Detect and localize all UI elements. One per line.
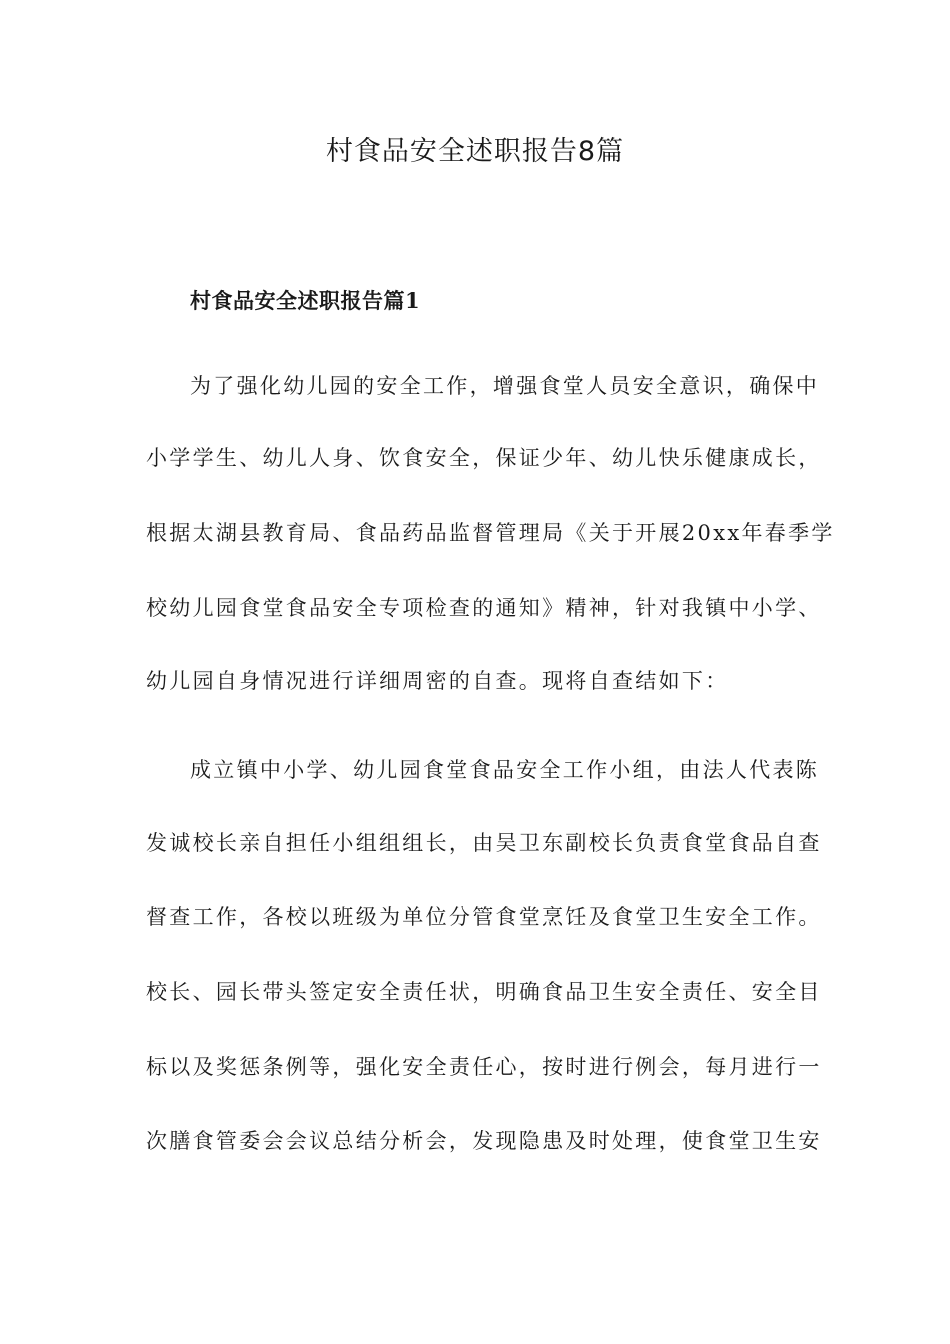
- paragraph-line: 督查工作，各校以班级为单位分管食堂烹饪及食堂卫生安全工作。: [146, 905, 822, 929]
- paragraph-line: 根据太湖县教育局、食品药品监督管理局《关于开展20xx年春季学: [146, 521, 835, 545]
- paragraph-line: 为了强化幼儿园的安全工作，增强食堂人员安全意识，确保中: [190, 374, 820, 398]
- paragraph-line: 成立镇中小学、幼儿园食堂食品安全工作小组，由法人代表陈: [190, 758, 820, 782]
- paragraph-line: 小学学生、幼儿人身、饮食安全，保证少年、幼儿快乐健康成长，: [146, 446, 822, 470]
- paragraph-line: 标以及奖惩条例等，强化安全责任心，按时进行例会，每月进行一: [146, 1055, 822, 1079]
- paragraph-line: 次膳食管委会会议总结分析会，发现隐患及时处理，使食堂卫生安: [146, 1129, 822, 1153]
- paragraph-line: 校幼儿园食堂食品安全专项检查的通知》精神，针对我镇中小学、: [146, 596, 822, 620]
- document-title: 村食品安全述职报告8篇: [325, 136, 625, 167]
- paragraph-line: 校长、园长带头签定安全责任状，明确食品卫生安全责任、安全目: [146, 980, 822, 1004]
- paragraph-line: 发诚校长亲自担任小组组组长，由吴卫东副校长负责食堂食品自查: [146, 831, 822, 855]
- paragraph-line: 幼儿园自身情况进行详细周密的自查。现将自查结如下：: [146, 669, 729, 693]
- section-heading: 村食品安全述职报告篇1: [190, 288, 421, 313]
